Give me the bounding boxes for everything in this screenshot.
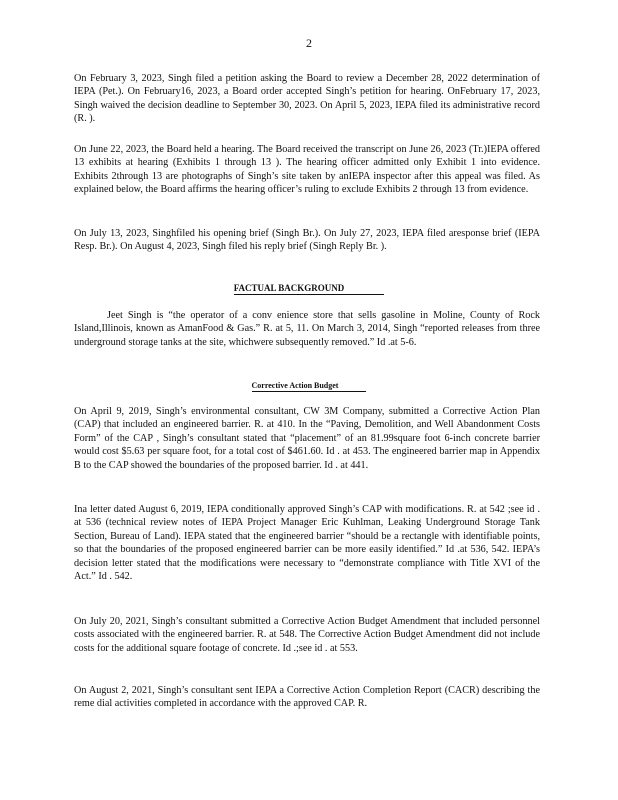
paragraph-hearing: On June 22, 2023, the Board held a hearing. The Board received the transcript on June 26, 2023 (Tr.)IEPA offered 13 exhibits at hearing (Exhibits 1 through 13 ). The hearing officer admitted only Exhibit 1 into evidence. Exhibits 2through 13 are photographs of Singh’s site taken by anIEPA inspector after this appeal was filed. As explained below, the Board affirms the hearing officer’s ruling to exclude Exhibits 2 through 13 from evidence.	[74, 144, 540, 196]
paragraph-procedural-history: On February 3, 2023, Singh filed a petition asking the Board to review a December 28, 2022 determination of IEPA (Pet.). On February16, 2023, a Board order accepted Singh’s petition for hearing. OnFebruary 17, 2023, Singh waived the decision deadline to September 30, 2023. On April 5, 2023, IEPA filed its administrative record (R. ).	[74, 73, 540, 125]
page-number: 2	[306, 36, 312, 50]
paragraph-cacr: On August 2, 2021, Singh’s consultant sent IEPA a Corrective Action Completion Report (CACR) describing the reme dial activities completed in accordance with the approved CAP. R.	[74, 685, 540, 710]
paragraph-iepa-conditional-approval: Ina letter dated August 6, 2019, IEPA conditionally approved Singh’s CAP with modifications. R. at 542 ;see id . at 536 (technical review notes of IEPA Project Manager Eric Kuhlman, Leaking Underground Storage Tank Section, Bureau of Land). IEPA stated that the engineered barrier “should be a rectangle with identifiable points, so that the boundaries of the proposed engineered barrier can be more easily identified.” Id .at 536, 542. IEPA’s decision letter stated that the modifications were necessary to “demonstrate compliance with Title XVI of the Act.” Id . 542.	[74, 504, 540, 583]
paragraph-briefs: On July 13, 2023, Singhfiled his opening brief (Singh Br.). On July 27, 2023, IEPA filed aresponse brief (IEPA Resp. Br.). On August 4, 2023, Singh filed his reply brief (Singh Reply Br. ).	[74, 228, 540, 253]
heading-corrective-action-budget: Corrective Action Budget	[0, 381, 618, 392]
heading-factual-background: FACTUAL BACKGROUND	[0, 283, 618, 295]
paragraph-budget-amendment: On July 20, 2021, Singh’s consultant submitted a Corrective Action Budget Amendment that included personnel costs associated with the engineered barrier. R. at 548. The Corrective Action Budget Amendment did not include costs for the additional square footage of concrete. Id .;see id . at 553.	[74, 616, 540, 654]
paragraph-facts-intro: Jeet Singh is “the operator of a conv enience store that sells gasoline in Moline, County of Rock Island,Illinois, known as AmanFood & Gas.” R. at 5, 11. On March 3, 2014, Singh “reported releases from three underground storage tanks at the site, whichwere subsequently removed.” Id .at 5-6.	[74, 310, 540, 348]
paragraph-cap-submission: On April 9, 2019, Singh’s environmental consultant, CW 3M Company, submitted a Corrective Action Plan (CAP) that included an engineered barrier. R. at 410. In the “Paving, Demolition, and Well Abandonment Costs Form” of the CAP , Singh’s consultant stated that “placement” of an 81.99square foot 6-inch concrete barrier would cost $5.63 per square foot, for a total cost of $461.60. Id . at 453. The engineered barrier map in Appendix B to the CAP showed the boundaries of the proposed barrier. Id . at 441.	[74, 406, 540, 471]
